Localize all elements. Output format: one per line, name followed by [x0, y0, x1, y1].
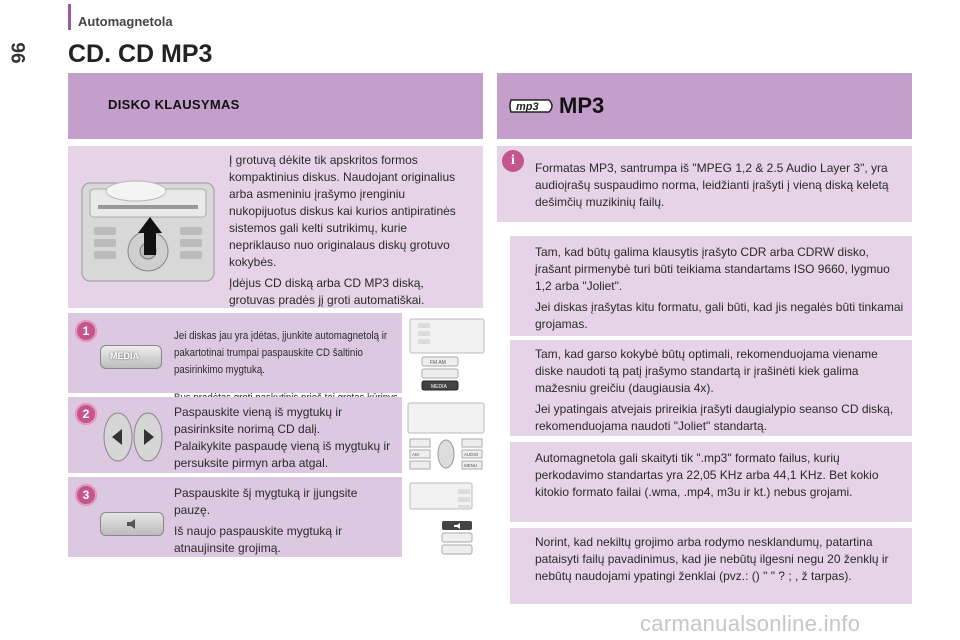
file-format-text: Automagnetola gali skaityti tik ".mp3" formato failus, kurių perkodavimo standartas yra 22,05 KHz arba 44,1 KHz. Bet kokio kitokio formato failai (.wma, .mp4, m3u ir kt.) nebus grojami.: [535, 451, 879, 499]
mp3-heading-box: [497, 73, 912, 139]
cd-player-illustration: [78, 165, 218, 285]
mp3-heading: MP3: [559, 93, 605, 118]
disc-listening-heading: DISKO KLAUSYMAS: [108, 97, 240, 112]
radio-am-label: AM: [412, 452, 419, 457]
radio-panel-illustration-2: [402, 397, 488, 473]
mp3-info-text: Formatas MP3, santrumpa iš "MPEG 1,2 & 2.5 Audio Layer 3", yra audioįrašų suspaudimo norma, leidžianti įrašyti į vieną diską keletą dešimčių muzikinių failų.: [535, 161, 889, 209]
media-button-illustration: [100, 345, 162, 369]
radio-audio-label: AUDIO: [464, 452, 479, 457]
info-icon: i: [502, 150, 524, 172]
other-format-paragraph: Jei diskas įrašytas kitu formatu, gali būti, kad jis negalės būti tinkamai grojamas.: [535, 300, 904, 331]
radio-panel-illustration-1: [402, 313, 488, 393]
media-button-label: MEDIA: [110, 351, 139, 361]
sound-quality-text: [535, 346, 905, 435]
radio-menu-label: MENU: [464, 463, 478, 468]
step-3-text: [174, 485, 394, 557]
mute-speaker-icon: [125, 518, 139, 530]
step-2-text: [174, 404, 404, 472]
step-2-badge: 2: [75, 403, 97, 425]
insert-disc-paragraph: Į grotuvą dėkite tik apskritos formos kompaktinius diskus. Naudojant originalius arba asmeniniu įrašymo įrenginiu nukopijuotus diskus kai kurios antipiratinės sistemos gali kelti sutrikimų, kurie nepriklauso nuo originalaus diskų grotuvo kokybės.: [229, 153, 456, 269]
recording-standard-paragraph: Tam, kad būtų galima klausytis įrašyto CDR arba CDRW disko, įrašant pirmenybė turi būti teikiama standartams ISO 9660, lygmuo 1,2 arba "Joliet".: [535, 245, 890, 293]
disc-listening-heading-box: [68, 73, 483, 139]
radio-panel-illustration-3: [402, 477, 488, 557]
radio-media-label: MEDIA: [431, 384, 447, 390]
step-3-badge: 3: [75, 484, 97, 506]
sound-quality-paragraph: Tam, kad garso kokybė būtų optimali, rekomenduojama viename diske naudoti tą patį įrašymo standartą ir įrašinėti kiek galima mažesniu greičiu (daugiausia 4x).: [535, 347, 878, 395]
step-1-badge: 1: [75, 320, 97, 342]
section-accent-bar: [68, 4, 71, 30]
step-3-paragraph-2: Iš naujo paspauskite mygtuką ir atnaujinsite grojimą.: [174, 524, 343, 555]
insert-disc-text: [229, 152, 469, 309]
mp3-logo-icon: [507, 96, 557, 116]
seek-buttons-illustration: [100, 410, 166, 464]
file-names-text: Norint, kad nekiltų grojimo arba rodymo nesklandumų, patartina pataisyti failų pavadinimus, kad jie nebūtų ilgesni negu 20 ženklų ir nebūtų naudojami ypatingi ženklai (pvz.: () " " ? ; , ž tarpas).: [535, 535, 889, 583]
step-2-paragraph: Paspauskite vieną iš mygtukų ir pasirinksite norimą CD dalį.: [174, 405, 343, 436]
watermark: carmanualsonline.info: [640, 611, 861, 636]
page-title: CD. CD MP3: [68, 40, 213, 68]
recording-standard-text: [535, 244, 905, 333]
radio-fm-am-label: FM AM: [430, 360, 446, 366]
autoplay-paragraph: Įdėjus CD diską arba CD MP3 diską, grotuvas pradės jį groti automatiškai.: [229, 276, 425, 307]
step-3-paragraph: Paspauskite šį mygtuką ir įjungsite pauzę.: [174, 486, 358, 517]
section-name: Automagnetola: [78, 14, 173, 29]
page-number: 96: [6, 42, 28, 64]
step-1-paragraph: Jei diskas jau yra įdėtas, įjunkite automagnetolą ir pakartotinai trumpai paspauskite CD šaltinio pasirinkimo mygtuką.: [174, 330, 388, 376]
step-2-paragraph-2: Palaikykite paspaudę vieną iš mygtukų ir persuksite pirmyn arba atgal.: [174, 439, 391, 470]
mp3-logo-text: mp3: [516, 101, 539, 113]
multisession-paragraph: Jei ypatingais atvejais prireikia įrašyti daugialypio seanso CD diską, rekomenduojama naudoti "Joliet" standartą.: [535, 402, 894, 433]
pause-button-illustration: [100, 512, 164, 536]
